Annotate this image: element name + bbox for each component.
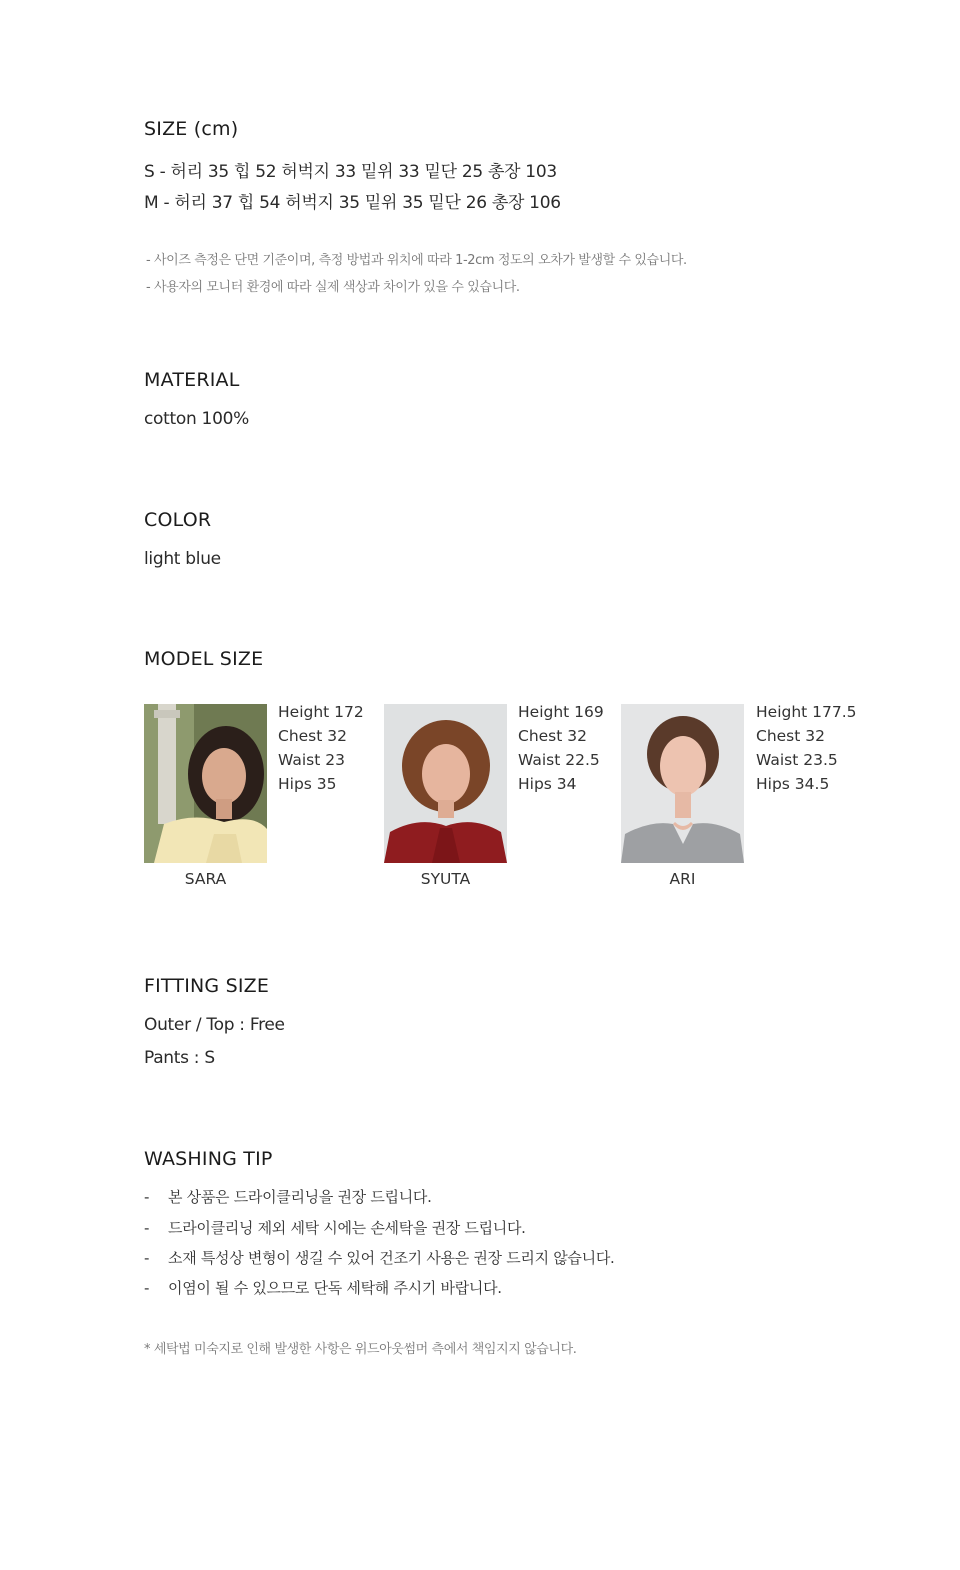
size-heading: SIZE (cm) [144, 118, 239, 140]
model-name-syuta: SYUTA [420, 870, 471, 888]
size-line-m: M - 허리 37 힙 54 허벅지 35 밑위 35 밑단 26 총장 106 [144, 193, 561, 213]
size-note-measurement: - 사이즈 측정은 단면 기준이며, 측정 방법과 위치에 따라 1-2cm 정도의 오차가 발생할 수 있습니다. [146, 253, 687, 268]
washing-tip-text: 본 상품은 드라이클리닝을 권장 드립니다. [168, 1188, 432, 1206]
model-chest: Chest 32 [278, 727, 347, 745]
size-note-monitor: - 사용자의 모니터 환경에 따라 실제 색상과 차이가 있을 수 있습니다. [146, 280, 520, 295]
model-photo-ari [621, 704, 744, 863]
model-waist: Waist 23.5 [756, 751, 838, 769]
color-value: light blue [144, 549, 221, 569]
bullet-dash: - [144, 1279, 150, 1297]
washing-tip-item [144, 1277, 502, 1298]
model-size-heading: MODEL SIZE [144, 648, 264, 670]
model-chest: Chest 32 [756, 727, 825, 745]
washing-tip-text: 이염이 될 수 있으므로 단독 세탁해 주시기 바랍니다. [168, 1279, 502, 1297]
model-photo-sara [144, 704, 267, 863]
model-name-sara: SARA [184, 870, 227, 888]
model-hips: Hips 34 [518, 775, 577, 793]
bullet-dash: - [144, 1249, 150, 1267]
model-height: Height 177.5 [756, 703, 857, 721]
fitting-line-outer-top: Outer / Top : Free [144, 1015, 285, 1035]
washing-tip-item [144, 1217, 526, 1238]
washing-tip-heading: WASHING TIP [144, 1148, 273, 1170]
model-name-ari: ARI [669, 870, 696, 888]
model-stats-syuta [518, 700, 604, 796]
washing-tip-item [144, 1186, 432, 1207]
size-line-s: S - 허리 35 힙 52 허벅지 33 밑위 33 밑단 25 총장 103 [144, 162, 557, 182]
model-waist: Waist 22.5 [518, 751, 600, 769]
bullet-dash: - [144, 1219, 150, 1237]
model-stats-ari [756, 700, 857, 796]
washing-tip-text: 소재 특성상 변형이 생길 수 있어 건조기 사용은 권장 드리지 않습니다. [168, 1249, 615, 1267]
model-stats-sara [278, 700, 364, 796]
model-height: Height 172 [278, 703, 364, 721]
fitting-size-heading: FITTING SIZE [144, 975, 270, 997]
bullet-dash: - [144, 1188, 150, 1206]
material-heading: MATERIAL [144, 369, 240, 391]
model-height: Height 169 [518, 703, 604, 721]
color-heading: COLOR [144, 509, 212, 531]
washing-tip-text: 드라이클리닝 제외 세탁 시에는 손세탁을 권장 드립니다. [168, 1219, 526, 1237]
material-value: cotton 100% [144, 409, 249, 429]
fitting-line-pants: Pants : S [144, 1048, 215, 1068]
model-waist: Waist 23 [278, 751, 345, 769]
model-hips: Hips 35 [278, 775, 337, 793]
washing-tip-footnote: * 세탁법 미숙지로 인해 발생한 사항은 위드아웃썸머 측에서 책임지지 않습니다. [144, 1342, 577, 1357]
model-photo-syuta [384, 704, 507, 863]
washing-tip-item [144, 1247, 614, 1268]
model-chest: Chest 32 [518, 727, 587, 745]
model-hips: Hips 34.5 [756, 775, 830, 793]
